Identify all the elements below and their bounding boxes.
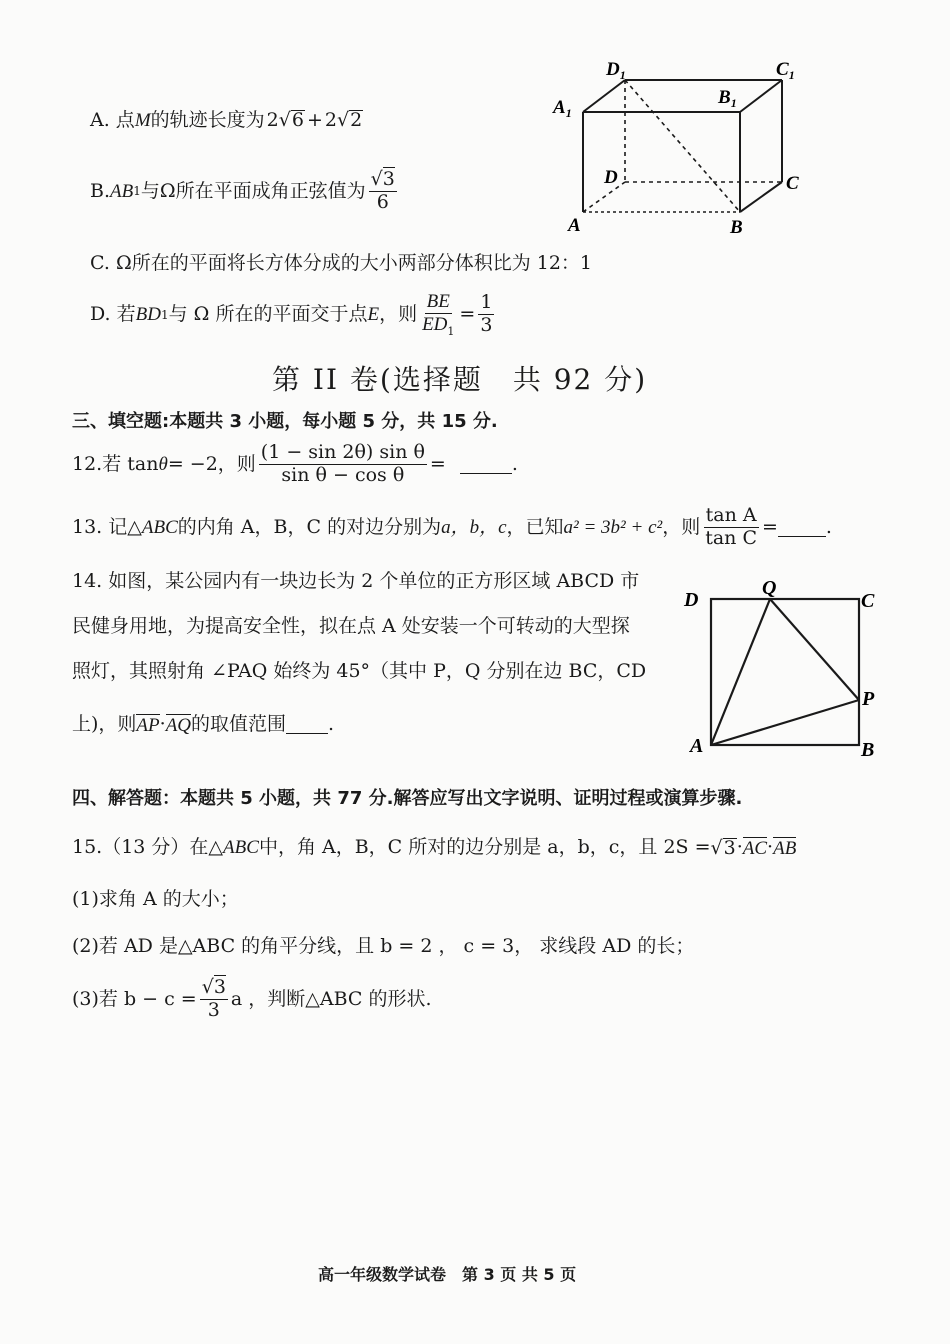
q12-answer-blank[interactable] (460, 455, 512, 474)
option-a-radicand-1: 6 (291, 109, 304, 131)
q14-vector-ap: AP (136, 715, 160, 736)
option-d-segment: BD (135, 304, 161, 326)
label-c: C (786, 173, 799, 194)
q15-sqrt: √ 3 (710, 836, 736, 859)
label-square-q: Q (762, 578, 777, 599)
option-d-fraction: $\frac{BE}{ED_1}$ (422, 291, 455, 338)
q15-vector-ac: AC (742, 838, 768, 859)
q14-line-4-prefix: 上)，则 (72, 713, 137, 735)
label-a1: $A_1$ (553, 97, 572, 120)
label-square-d: D (684, 589, 699, 611)
q13-triangle: ABC (141, 516, 178, 538)
q14-vector-aq: AQ (165, 715, 192, 736)
label-square-p: P (862, 688, 875, 710)
page-footer: 高一年级数学试卷 第 3 页 共 5 页 (318, 1265, 577, 1284)
label-square-a: A (690, 735, 704, 757)
q12-numerator: (1 − sin 2θ) sin θ (260, 441, 425, 463)
q12-theta: θ (158, 453, 168, 475)
q15-part-2: (2)若 AD 是△ABC 的角平分线，且 b = 2 ， c = 3， 求线段 AD 的长； (72, 935, 695, 957)
q14-line-1: 14. 如图，某公园内有一块边长为 2 个单位的正方形区域 ABCD 市 (72, 570, 640, 592)
option-d-text: 与 Ω 所在的平面交于点 (168, 303, 368, 326)
q12-denominator: sin θ − cos θ (281, 463, 405, 486)
segment-aq (711, 599, 770, 745)
label-square-b: B (861, 739, 875, 761)
label-d1: $D_1$ (606, 59, 626, 82)
q15-dot-2: · (767, 836, 774, 858)
square-figure (678, 578, 888, 763)
option-a-prefix: A. 点 (90, 108, 135, 131)
q15-dot-1: · (736, 836, 743, 858)
option-b-segment: AB (110, 180, 134, 202)
option-d-subscript: 1 (160, 307, 169, 322)
q13-denominator: tan C (705, 526, 757, 549)
option-a: A. 点 M 的轨迹长度为 2 √ 6 + 2 √ 2 (90, 108, 363, 131)
q15-part-3 (72, 978, 432, 1021)
edge-a1-d1 (583, 80, 625, 112)
q13-answer-blank[interactable] (778, 518, 826, 537)
q15-part-3-numerator: 3 (213, 976, 226, 998)
q14-dot: · (159, 713, 166, 735)
option-d-rhs-numerator: 1 (480, 291, 493, 314)
option-b-subscript: 1 (133, 184, 141, 199)
question-13: 13. 记△ ABC 的内角 A，B，C 的对边分别为 a，b，c ，已知 a² = 3b² + c² ，则 $\frac{\text{tan A}}{\text{tan C}}$ = . (72, 504, 832, 549)
option-b (90, 170, 400, 213)
sqrt-symbol: √ 6 (278, 109, 304, 131)
option-b-numerator: 3 (382, 168, 395, 190)
q15-part-3-suffix: a ，判断△ABC 的形状. (230, 987, 432, 1010)
q13-equals: = (762, 515, 778, 538)
option-d-point: E (367, 304, 380, 326)
q14-line-4-suffix: 的取值范围 (191, 713, 287, 735)
edge-b-c (740, 182, 782, 212)
option-b-denominator: 6 (376, 190, 389, 213)
fill-in-heading: 三、填空题:本题共 3 小题，每小题 5 分，共 15 分. (72, 411, 498, 432)
option-d-then: ，则 (379, 303, 418, 326)
q14-answer-blank[interactable] (286, 715, 328, 734)
option-d-rhs-denominator: 3 (480, 314, 493, 337)
q13-text-4: ，则 (662, 515, 701, 538)
q14-line-3: 照灯，其照射角 ∠PAQ 始终为 45°（其中 P，Q 分别在边 BC，CD (72, 660, 647, 682)
q15-vector-ab: AB (773, 838, 797, 859)
q15-stem-2: 中，角 A，B，C 所对的边分别是 a，b，c，且 2S = (258, 836, 711, 858)
option-c: C. Ω所在的平面将长方体分成的大小两部分体积比为 12：1 (90, 252, 592, 274)
q13-condition: a² = 3b² + c² (563, 516, 663, 538)
label-b1: $B_1$ (718, 87, 737, 110)
q14-line-4: 上)，则 AP · AQ 的取值范围 . (72, 713, 335, 736)
option-d-numerator: BE (426, 291, 450, 312)
q13-variables: a，b，c (441, 516, 507, 538)
option-d-denominator: ED (422, 313, 448, 335)
q12-fraction (259, 443, 427, 486)
q15-part-1: (1)求角 A 的大小； (72, 888, 239, 910)
q13-text-1: 13. 记△ (72, 515, 142, 538)
q13-text-3: ，已知 (506, 515, 564, 538)
q15-stem (72, 837, 796, 858)
q14-line-2: 民健身用地，为提高安全性，拟在点 A 处安装一个可转动的大型探 (72, 615, 630, 637)
option-b-fraction: $\frac{√3}{6}$ (370, 168, 395, 213)
option-a-text: 的轨迹长度为 (150, 108, 265, 131)
option-b-prefix: B. (90, 179, 111, 202)
label-d: D (604, 167, 618, 188)
q13-fraction (703, 506, 759, 549)
q15-part-3-prefix: (3)若 b − c = (72, 987, 197, 1010)
option-a-radicand-2: 2 (350, 109, 363, 131)
label-b: B (730, 217, 743, 238)
segment-ap (711, 700, 859, 745)
option-d-prefix: D. 若 (90, 303, 136, 326)
edge-b1-c1 (740, 80, 782, 112)
q15-stem-1: 15.（13 分）在△ (72, 836, 224, 858)
label-c1: $C_1$ (776, 59, 795, 82)
section-title: 第 II 卷(选择题 共 92 分) (272, 363, 648, 396)
q15-radicand: 3 (723, 836, 736, 859)
option-d: D. 若 BD 1 与 Ω 所在的平面交于点 E ，则 $\frac{BE}{ED_1}$ = $\frac{1}{3}$ (90, 291, 493, 338)
option-d-rhs-fraction (478, 293, 494, 336)
segment-pq (770, 599, 859, 700)
q15-part-3-fraction: $\frac{√3}{3}$ (201, 976, 226, 1021)
label-square-c: C (861, 590, 875, 612)
option-b-text: 与Ω所在平面成角正弦值为 (140, 179, 366, 202)
q13-text-2: 的内角 A，B，C 的对边分别为 (177, 515, 442, 538)
option-a-variable: M (134, 109, 151, 131)
question-12: 12.若 tan θ = −2，则 $\frac{\text{(1 − sin 2θ) sin θ}}{\text{sin θ − cos θ}}$ = . (72, 441, 518, 486)
cuboid-figure (550, 55, 810, 240)
q12-equals: = (429, 452, 446, 475)
q12-prefix: 12.若 tan (72, 452, 159, 475)
q15-triangle: ABC (223, 837, 259, 858)
label-a: A (568, 215, 581, 236)
q15-part-3-denominator: 3 (207, 998, 220, 1021)
q13-numerator: tan A (705, 504, 757, 526)
q12-condition: = −2，则 (167, 452, 256, 475)
answer-heading: 四、解答题：本题共 5 小题，共 77 分.解答应写出文字说明、证明过程或演算步骤. (72, 788, 743, 809)
